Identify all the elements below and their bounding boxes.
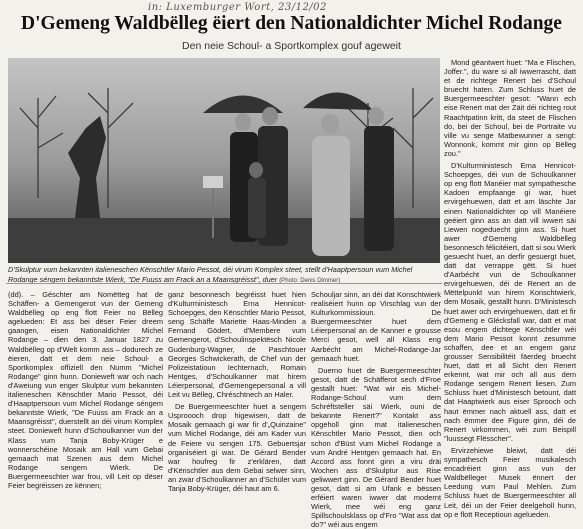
paragraph: ganz besonnesch begréisst huet hien d'Kulturministesch Erna Hennicot-Schoepges, den Kënschtler Mario Pessot, seng Schäffe Mariette Haas-Minden a Fernand Gödert, d'Membere vum Gemengerot, d'Schoulinspektësch Nicole Gudenburg-Wagner, de Paschtouer Georges Schwickerath, de Chef vun der Polizeistatioun Iechternach, Romain Hentges, d'Schoulkanner mat hirem Léierpersonal, d'Gemengepersonal a vill Leit vu Bëlleg, Chréschtnech an Haler. bbox=[168, 290, 306, 400]
subheadline: Den neie Schoul- a Sportkomplex gouf ageweit bbox=[182, 40, 401, 52]
paragraph: (dd). – Géschter am Nomëtteg hat de Schäffen- a Gemengerot vun der Gemeng Waldbëlleg op eng flott Feier no Bëlleg agelueden: Et ass bei dëser Feier dreem gaangen, eisen Nationaldichter Michel Rodange – dien den 3. Januar 1827 zu Waldbëlleg op d'Welt komm ass – dodurech ze ëieren, datt et dem neie Schoul- a Sportkomplex offiziell den Numm "Michel Rodange" ginn hunn. Donieweft war och nach d'Aweiung vun enger Skulptur vum bekannten italieneschen Kënschtler Mario Pessot, déi d'Haaptpersoun vum Michel Rodange séngem bekanntste Wierk, "De Fuuss am Frack an a Maansgréisst", duerstellt an déi virum Komplex steet. Donieweft hunn d'Schoulkanner vun der Klass vum Tanja Boby-Krüger e wonnerschéine Mosaik am Hall vum Gebai gemaach mat Szenen aus dem Michel Rodange sengem Wierk. De Buergermeeschter war frou, vill Leit op dëser Feier begréissen ze kënnen; bbox=[8, 290, 163, 490]
article-column-2 bbox=[168, 290, 306, 493]
paragraph: Schouljar sinn, an déi dat Konschtwierk realiséiert hunn op Virschlag vun der Kulturkommissioun. De Buergermeeschter huet dem Léierpersonal an de Kanner e grousse Merci gesot, well all Klass eng Aarbécht am Michel-Rodange-Jar gemaach huet. bbox=[311, 290, 441, 363]
photo-credit: (Photo: Denis Dimmer) bbox=[279, 277, 341, 284]
headline: D'Gemeng Waldbëlleg ëiert den Nationaldichter Michel Rodange bbox=[21, 13, 562, 34]
article-column-right bbox=[444, 58, 576, 519]
handwritten-source-note: in: Luxemburger Wort, 23/12/02 bbox=[148, 2, 327, 13]
paragraph: Mond gëantwert huet: "Ma e Flischen, Joffer.", du ware si all iwwerrascht, datt et de richtege Renert bei d'Schoul bruecht haten. Zum Schluss huet de Buergermeeschter gesot: "Wann ech eise Renert mat der Zäit déi richteg rout Raachtpatinn kritt, da steet de Flischen do, bei der Schoul, bei de Portraite vu ville vu senge Matbewunner a sengt: Wonnonk, kommt mir ginn op Bëlleg zou." bbox=[444, 58, 576, 158]
news-photo bbox=[8, 58, 440, 263]
photo-scene bbox=[8, 58, 440, 263]
paragraph: De Buergermeeschter huet a sengem Usproooch drop higewisen, datt de Mosaik gemaach gi war fir d'„Quinzaine" vum Michel Rodange, déi am Kader vun de Feiere vu sengen 175. Gebuertsjar organiséiert gi war. De Gérard Bender war houfreg fir z'erklären, datt d'Kënschtler aus dem Gebai selwer sinn, an zwar d'Schoulkanner an d'Schüler vum Tanja Boby-Krüger, déi haut am 6. bbox=[168, 402, 306, 493]
photo-caption-text: D'Skulptur vum bekannten italieneschen Kënschtler Mario Pessot, déi virum Komplex steet, stellt d'Haaptpersoun vum Michel Rodange séngem bekanntste Wierk, "De Fuuss am Frack an a Maansgréisst", duer bbox=[8, 265, 413, 284]
divider bbox=[6, 283, 442, 284]
article-column-3 bbox=[311, 290, 441, 529]
article-column-1 bbox=[8, 290, 163, 490]
paragraph: Duerno huet de Buergermeeschter gesot, datt de Schäfferot sech d'Froe gestallt huet: "Wat wir eis Michel-Rodange-Schoul vum dem Schréftsteller säi Wierk, ouni de bekannte Renert?" Kontakt ass opgeholl ginn mat italieneschen Kënschtler Mario Pessot, dien och schon d'Büst vum Michel Rodange a vum André Hentgen gemaach hat. En Accord ass fonnt ginn a viru dräi Wochen ass d'Skulptur aus Rise geliwwert ginn. De Gérard Bender huet gesot, datt si am Ufank e bëssen erféiert waren iwwer dat modernt Wierk, mee wéi eng ganz Spillschoulsklass op d'Fro "Wat ass dat do?" wéi aus engem bbox=[311, 365, 441, 529]
paragraph: Ervirzehiewe bleiwt, datt déi sympathesch Feier musikalesch encadréiert ginn ass vun der Waldbëlleger Musek ënnert der Leedung vum Paul Mehlen. Zum Schluss huet de Buergermeeschter all Leit, déi un der Feier deelgeholl hunn, op e flott Receptioun agelueden. bbox=[444, 445, 576, 519]
paragraph: D'Kulturministesch Erna Hennicot-Schoepges, déi vun de Schoulkanner op eng flott Manéier mat sympathesche Kadoen empfaange gi war, huet ervirgehuewen, datt et am läschte Jar einen Nationaldichter op vill Manéiere geéiert ginn ass an datt vill iwwert säi Liewen nogeduecht ginn ass. Si huet awer d'Gemeng Waldbëlleg besonnesch félicitéiert, datt si sou Wierk gesuecht huet, an derfir gesuergt huet, datt dat verrappe gëtt. Si huet d'Aarbécht vun de Schoulkanner ervirgehuewen, déi de Renert an de Mëttelpunkt vun hirem Konschtwierk, dem Mosaik, gestallt hunn. D'Ministesch huet awer och ervirgehuewen, datt et fir d'Gemeng e Glécksfall war, datt et mat esou engem dichtege Kënschtler wéi dem Mario Pessot konnt zesumme schaffen, dee et an engem ganz grousser Sensibilitéit fäerdeg bruecht huet, datt et all Sicht den Renert erkennt, wat mir och all aus dem Rodange sengem Renert liesen. Zum Schluss huet d'Ministesch betount, datt dat Haaptwierk aus eiser Sprooch och haut ëmmer nach aktuell ass, datt et nach ëmmer dee Figure ginn, déi de Renert virkommen, wéi zum Beispill "luussegt Flësscher". bbox=[444, 161, 576, 443]
